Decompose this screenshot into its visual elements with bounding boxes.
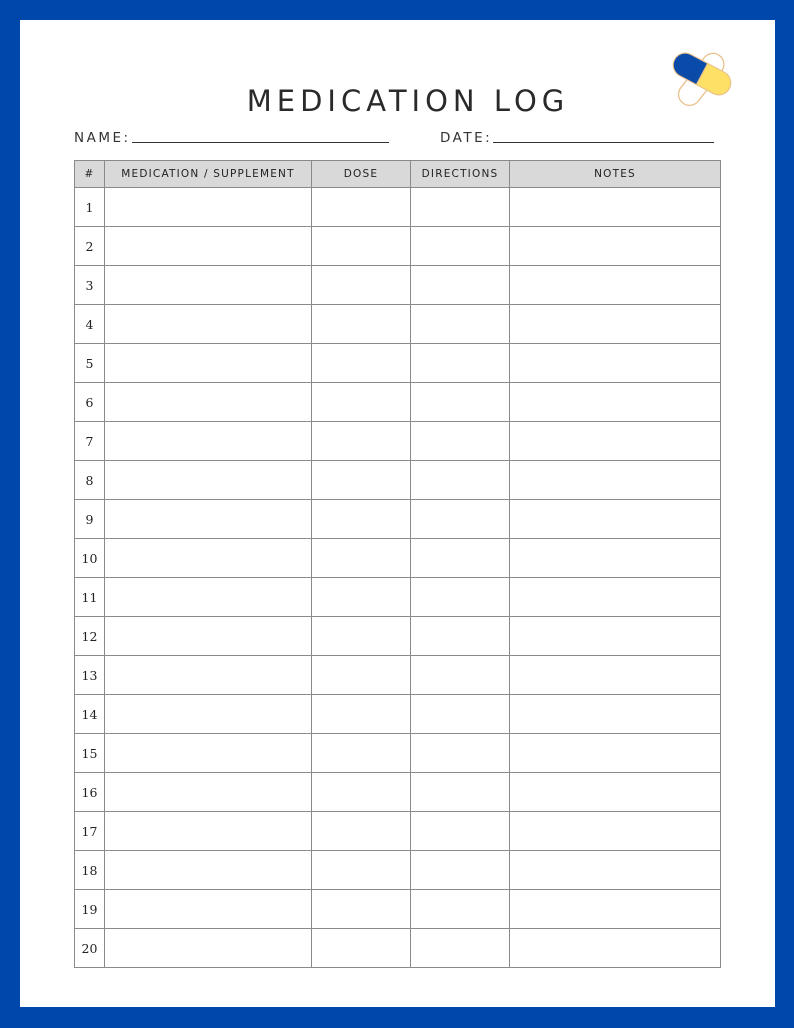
dose-cell[interactable] <box>312 773 411 812</box>
table-row <box>75 695 721 734</box>
table-row <box>75 773 721 812</box>
medication-cell[interactable] <box>105 617 312 656</box>
date-input-line[interactable] <box>493 142 714 143</box>
row-number-cell: 7 <box>75 422 105 461</box>
medication-table <box>74 160 721 968</box>
dose-cell[interactable] <box>312 890 411 929</box>
directions-cell[interactable] <box>411 188 510 227</box>
directions-cell[interactable] <box>411 656 510 695</box>
directions-cell[interactable] <box>411 500 510 539</box>
dose-cell[interactable] <box>312 929 411 968</box>
row-number-cell: 4 <box>75 305 105 344</box>
notes-cell[interactable] <box>510 929 721 968</box>
page-title: MEDICATION LOG <box>246 84 570 118</box>
row-number-cell: 2 <box>75 227 105 266</box>
directions-cell[interactable] <box>411 773 510 812</box>
table-row <box>75 344 721 383</box>
notes-cell[interactable] <box>510 188 721 227</box>
notes-cell[interactable] <box>510 383 721 422</box>
row-number-cell: 11 <box>75 578 105 617</box>
dose-cell[interactable] <box>312 695 411 734</box>
directions-cell[interactable] <box>411 539 510 578</box>
directions-cell[interactable] <box>411 734 510 773</box>
log-sheet <box>20 20 775 1007</box>
directions-cell[interactable] <box>411 695 510 734</box>
row-number-cell: 13 <box>75 656 105 695</box>
notes-cell[interactable] <box>510 773 721 812</box>
dose-cell[interactable] <box>312 461 411 500</box>
dose-cell[interactable] <box>312 227 411 266</box>
row-number-cell: 12 <box>75 617 105 656</box>
col-header-dose: DOSE <box>312 161 411 188</box>
medication-cell[interactable] <box>105 695 312 734</box>
table-row <box>75 422 721 461</box>
table-row <box>75 734 721 773</box>
table-body <box>75 188 721 968</box>
medication-cell[interactable] <box>105 929 312 968</box>
directions-cell[interactable] <box>411 461 510 500</box>
notes-cell[interactable] <box>510 851 721 890</box>
medication-cell[interactable] <box>105 305 312 344</box>
table-row <box>75 227 721 266</box>
row-number-cell: 10 <box>75 539 105 578</box>
directions-cell[interactable] <box>411 227 510 266</box>
notes-cell[interactable] <box>510 695 721 734</box>
medication-cell[interactable] <box>105 266 312 305</box>
dose-cell[interactable] <box>312 500 411 539</box>
date-label: DATE: <box>440 130 493 146</box>
table-row <box>75 500 721 539</box>
table-row <box>75 188 721 227</box>
medication-cell[interactable] <box>105 773 312 812</box>
notes-cell[interactable] <box>510 734 721 773</box>
medication-cell[interactable] <box>105 656 312 695</box>
directions-cell[interactable] <box>411 422 510 461</box>
row-number-cell: 14 <box>75 695 105 734</box>
date-field[interactable] <box>440 125 714 145</box>
dose-cell[interactable] <box>312 383 411 422</box>
row-number-cell: 3 <box>75 266 105 305</box>
dose-cell[interactable] <box>312 344 411 383</box>
notes-cell[interactable] <box>510 344 721 383</box>
medication-cell[interactable] <box>105 227 312 266</box>
notes-cell[interactable] <box>510 812 721 851</box>
directions-cell[interactable] <box>411 617 510 656</box>
table-row <box>75 461 721 500</box>
row-number-cell: 6 <box>75 383 105 422</box>
dose-cell[interactable] <box>312 812 411 851</box>
row-number-cell: 19 <box>75 890 105 929</box>
row-number-cell: 18 <box>75 851 105 890</box>
row-number-cell: 9 <box>75 500 105 539</box>
row-number-cell: 15 <box>75 734 105 773</box>
dose-cell[interactable] <box>312 578 411 617</box>
medication-cell[interactable] <box>105 890 312 929</box>
medication-cell[interactable] <box>105 461 312 500</box>
table-row <box>75 578 721 617</box>
dose-cell[interactable] <box>312 305 411 344</box>
table-row <box>75 812 721 851</box>
row-number-cell: 16 <box>75 773 105 812</box>
medication-cell[interactable] <box>105 500 312 539</box>
table-row <box>75 656 721 695</box>
col-header-directions: DIRECTIONS <box>411 161 510 188</box>
table-row <box>75 617 721 656</box>
directions-cell[interactable] <box>411 305 510 344</box>
notes-cell[interactable] <box>510 227 721 266</box>
dose-cell[interactable] <box>312 539 411 578</box>
table-row <box>75 305 721 344</box>
notes-cell[interactable] <box>510 539 721 578</box>
pill-capsule-icon <box>668 42 736 114</box>
dose-cell[interactable] <box>312 422 411 461</box>
notes-cell[interactable] <box>510 617 721 656</box>
notes-cell[interactable] <box>510 500 721 539</box>
col-header-number: # <box>75 161 105 188</box>
dose-cell[interactable] <box>312 266 411 305</box>
row-number-cell: 5 <box>75 344 105 383</box>
dose-cell[interactable] <box>312 617 411 656</box>
table-row <box>75 890 721 929</box>
col-header-notes: NOTES <box>510 161 721 188</box>
notes-cell[interactable] <box>510 305 721 344</box>
notes-cell[interactable] <box>510 461 721 500</box>
dose-cell[interactable] <box>312 656 411 695</box>
notes-cell[interactable] <box>510 422 721 461</box>
medication-cell[interactable] <box>105 812 312 851</box>
medication-cell[interactable] <box>105 539 312 578</box>
notes-cell[interactable] <box>510 890 721 929</box>
medication-cell[interactable] <box>105 851 312 890</box>
medication-cell[interactable] <box>105 422 312 461</box>
row-number-cell: 1 <box>75 188 105 227</box>
medication-cell[interactable] <box>105 344 312 383</box>
notes-cell[interactable] <box>510 656 721 695</box>
medication-cell[interactable] <box>105 578 312 617</box>
row-number-cell: 20 <box>75 929 105 968</box>
medication-cell[interactable] <box>105 188 312 227</box>
table-row <box>75 929 721 968</box>
notes-cell[interactable] <box>510 266 721 305</box>
dose-cell[interactable] <box>312 851 411 890</box>
dose-cell[interactable] <box>312 188 411 227</box>
col-header-medication: MEDICATION / SUPPLEMENT <box>105 161 312 188</box>
directions-cell[interactable] <box>411 890 510 929</box>
row-number-cell: 8 <box>75 461 105 500</box>
directions-cell[interactable] <box>411 851 510 890</box>
table-row <box>75 851 721 890</box>
directions-cell[interactable] <box>411 929 510 968</box>
table-row <box>75 266 721 305</box>
medication-cell[interactable] <box>105 383 312 422</box>
name-input-line[interactable] <box>132 142 389 143</box>
directions-cell[interactable] <box>411 383 510 422</box>
directions-cell[interactable] <box>411 812 510 851</box>
row-number-cell: 17 <box>75 812 105 851</box>
table-row <box>75 539 721 578</box>
notes-cell[interactable] <box>510 578 721 617</box>
name-field[interactable] <box>74 125 389 145</box>
directions-cell[interactable] <box>411 266 510 305</box>
medication-cell[interactable] <box>105 734 312 773</box>
directions-cell[interactable] <box>411 344 510 383</box>
directions-cell[interactable] <box>411 578 510 617</box>
name-label: NAME: <box>74 130 131 146</box>
dose-cell[interactable] <box>312 734 411 773</box>
table-header-row <box>75 161 721 188</box>
table-row <box>75 383 721 422</box>
